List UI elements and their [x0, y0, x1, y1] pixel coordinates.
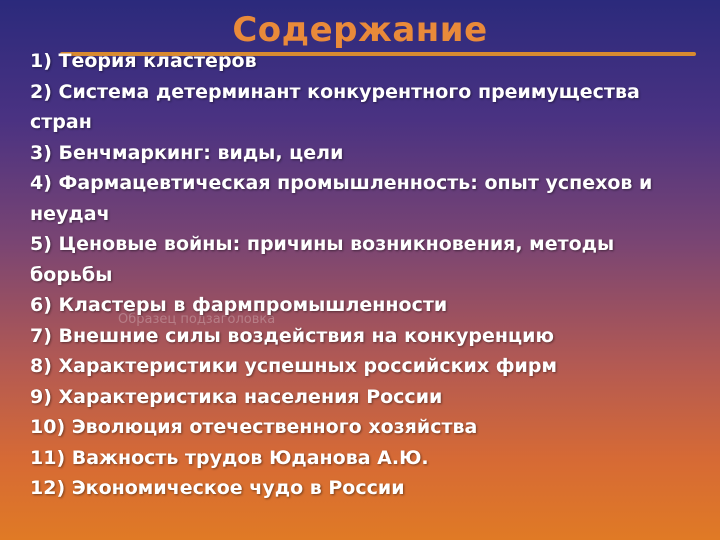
- contents-item: 5) Ценовые войны: причины возникновения, методы борьбы: [30, 233, 615, 286]
- slide-title: Содержание: [232, 10, 488, 50]
- contents-item: 12) Экономическое чудо в России: [30, 477, 405, 499]
- contents-item: 6) Кластеры в фармпромышленности: [30, 294, 448, 316]
- contents-item: 4) Фармацевтическая промышленность: опыт успехов и неудач: [30, 172, 653, 225]
- contents-item: 9) Характеристика населения России: [30, 385, 443, 408]
- contents-item: 3) Бенчмаркинг: виды, цели: [30, 141, 344, 164]
- contents-item: 2) Система детерминант конкурентного преимущества стран: [30, 80, 640, 133]
- contents-list: [30, 46, 685, 504]
- contents-item: 7) Внешние силы воздействия на конкуренцию: [30, 324, 554, 347]
- contents-item: 10) Эволюция отечественного хозяйства: [30, 416, 478, 438]
- subtitle-placeholder: Образец подзаголовка: [118, 312, 276, 327]
- contents-item: 11) Важность трудов Юданова А.Ю.: [30, 446, 429, 469]
- contents-item: 1) Теория кластеров: [30, 50, 257, 72]
- contents-item: 8) Характеристики успешных российских фирм: [30, 355, 557, 377]
